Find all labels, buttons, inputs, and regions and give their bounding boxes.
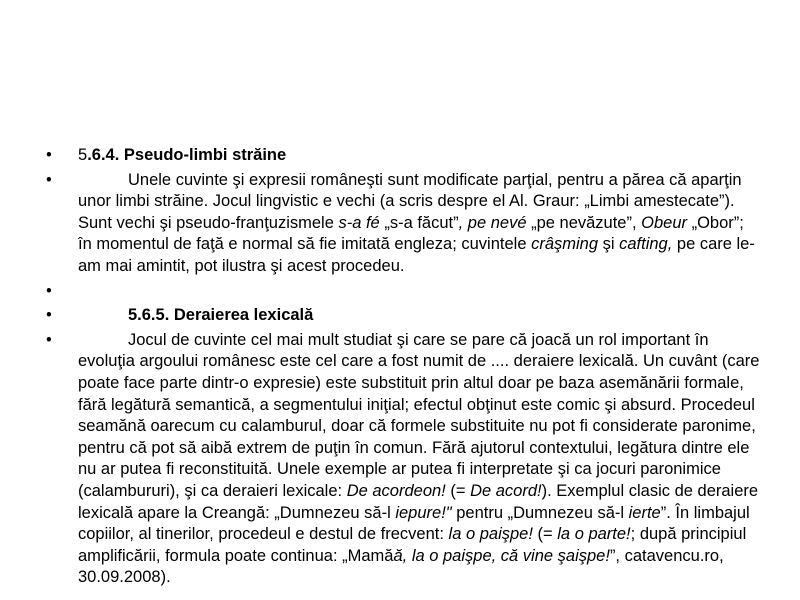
bullet-list: [0, 145, 800, 592]
bullet-icon: •: [46, 170, 52, 189]
paragraph-565-text-6: (=: [532, 525, 558, 544]
paragraph-565-text-8: ”, catavencu.ro, 30.09.2008).: [78, 546, 724, 587]
paragraph-565-italic-5: la o paişpe!: [448, 525, 533, 544]
paragraph-565-text-2: (=: [445, 481, 471, 500]
bullet-icon: •: [46, 330, 52, 349]
bullet-icon: •: [46, 306, 52, 325]
list-item-paragraph-564: [0, 170, 800, 278]
bullet-icon: •: [46, 281, 52, 300]
paragraph-564-text-1: Unele cuvinte şi expresii româneşti sunt modificate parţial, pentru a părea că aparţin unor limbi străine. Jocul lingvistic e vechi (a scris despre el Al. Graur: „Limbi amestecate”). Sunt vechi şi pseudo-franţuzismele: [78, 170, 742, 232]
paragraph-565-italic-6: la o parte!: [557, 525, 631, 544]
paragraph-564-text-2: „s-a făcut”: [379, 213, 459, 232]
paragraph-565-text-1: Jocul de cuvinte cel mai mult studiat şi care se pare că joacă un rol important în evoluţia argoului românesc este cel care a fost numit de .... deraiere lexicală. Un cuvânt (care poate face parte dintr-o expresie) este substituit prin altul doar pe baza asemănării formale, fără legătură semantică, a segmentului iniţial; efectul obţinut este comic şi absurd. Procedeul seamănă oarecum cu calamburul, doar că formele substituite nu pot fi considerate paronime, pentru că pot să aibă extrem de puţin în comun. Fără ajutorul contextului, legătura dintre ele nu ar putea fi reconstituită. Unele exemple ar putea fi interpretate şi ca jocuri paronimice (calambururi), şi ca deraieri lexicale:: [78, 330, 760, 500]
paragraph-564-italic-3: Obeur: [641, 213, 688, 232]
bullet-icon: •: [46, 146, 52, 164]
paragraph-564-italic-5: cafting,: [619, 235, 673, 254]
list-item-section-564-heading: [0, 145, 800, 167]
list-item-section-565-heading: [0, 305, 800, 327]
paragraph-564-italic-1: s-a fé: [338, 213, 380, 232]
paragraph-565-text-5: ”. În limbajul copiilor, al tinerilor, procedeul e destul de frecvent:: [78, 503, 750, 544]
section-564-number: .6.4.: [87, 146, 124, 164]
paragraph-564-italic-4: crâşming: [531, 235, 599, 254]
section-564-title: Pseudo-limbi străine: [123, 146, 287, 164]
paragraph-564-text-3: „pe nevăzute”,: [526, 213, 642, 232]
list-item-empty: [0, 281, 800, 303]
paragraph-565-italic-2: De acord!: [470, 481, 542, 500]
paragraph-564-text-5: şi: [598, 235, 620, 254]
paragraph-564-text-4: „Obor”; în momentul de faţă e normal să fie imitată engleza; cuvintele: [78, 213, 744, 254]
paragraph-565-text-4: pentru „Dumnezeu să-l: [451, 503, 629, 522]
section-565-title: 5.6.5. Deraierea lexicală: [128, 306, 314, 325]
paragraph-565-italic-3: iepure!": [395, 503, 452, 522]
paragraph-565-italic-7: ă, la o paişpe, că vine şaişpe!: [393, 546, 610, 565]
paragraph-565-text-3: ). Exemplul clasic de deraiere lexicală apare la Creangă: „Dumnezeu să-l: [78, 481, 759, 522]
section-564-number-prefix: 5: [78, 146, 88, 164]
paragraph-565-text-7: ; după principiul amplificării, formula poate continua: „Mamă: [78, 525, 747, 565]
paragraph-564-text-6: pe care le-am mai amintit, pot ilustra şi acest procedeu.: [78, 235, 755, 275]
paragraph-565-italic-4: ierte: [628, 503, 661, 522]
paragraph-564-italic-2: , pe nevé: [458, 213, 527, 232]
list-item-paragraph-565: [0, 330, 800, 589]
paragraph-565-italic-1: De acordeon!: [346, 481, 446, 500]
